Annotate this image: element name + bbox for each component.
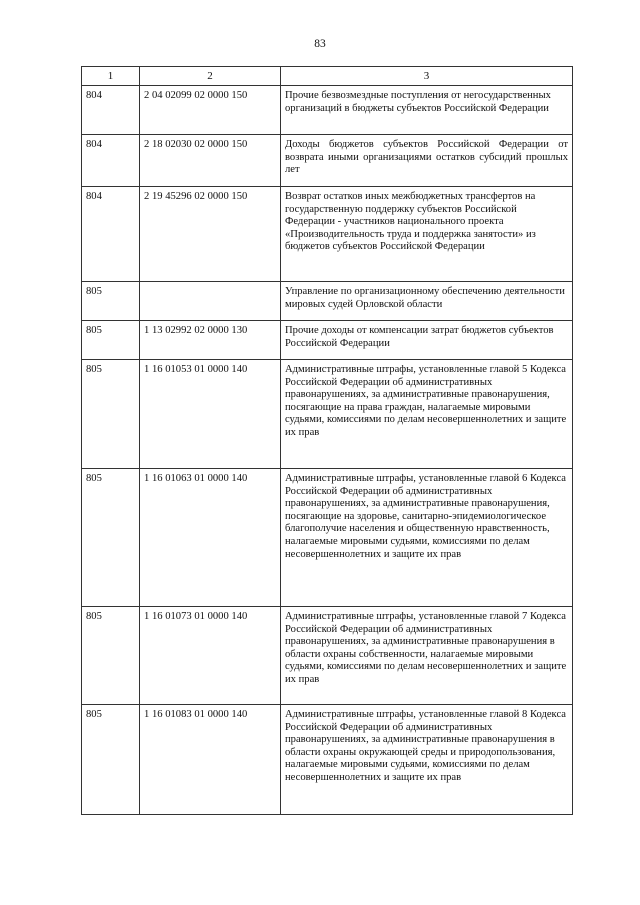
kbk-code-cell: [140, 282, 281, 321]
admin-code-cell: 805: [82, 282, 140, 321]
revenue-name-cell: Доходы бюджетов субъектов Российской Федерации от возврата иными организациями остатков субсидий прошлых лет: [281, 135, 573, 187]
revenue-name-cell: Прочие доходы от компенсации затрат бюджетов субъектов Российской Федерации: [281, 321, 573, 360]
admin-code-cell: 805: [82, 321, 140, 360]
kbk-code-cell: 1 16 01063 01 0000 140: [140, 469, 281, 607]
header-col-2: 2: [140, 67, 281, 86]
kbk-code-cell: 2 18 02030 02 0000 150: [140, 135, 281, 187]
kbk-code-cell: 1 13 02992 02 0000 130: [140, 321, 281, 360]
table-row: [82, 282, 573, 321]
table-row: [82, 469, 573, 607]
kbk-code-cell: 1 16 01083 01 0000 140: [140, 705, 281, 815]
revenue-name-cell: Возврат остатков иных межбюджетных трансфертов на государственную поддержку субъектов Российской Федерации - участников национального проекта «Производительность труда и поддержка занятости» из бюджетов субъектов Российской Федерации: [281, 187, 573, 282]
revenue-name-cell: Административные штрафы, установленные главой 7 Кодекса Российской Федерации об административных правонарушениях, за административные правонарушения в области охраны собственности, налагаемые мировыми судьями, комиссиями по делам несовершеннолетних и защите их прав: [281, 607, 573, 705]
admin-code-cell: 805: [82, 469, 140, 607]
admin-code-cell: 804: [82, 86, 140, 135]
table-row: [82, 360, 573, 469]
admin-code-cell: 805: [82, 705, 140, 815]
revenue-codes-table: [81, 66, 573, 815]
revenue-name-cell: Прочие безвозмездные поступления от негосударственных организаций в бюджеты субъектов Российской Федерации: [281, 86, 573, 135]
table-header-row: [82, 67, 573, 86]
table-row: [82, 705, 573, 815]
revenue-name-cell: Управление по организационному обеспечению деятельности мировых судей Орловской области: [281, 282, 573, 321]
kbk-code-cell: 2 04 02099 02 0000 150: [140, 86, 281, 135]
kbk-code-cell: 1 16 01053 01 0000 140: [140, 360, 281, 469]
page-number: 83: [314, 38, 326, 50]
header-col-3: 3: [281, 67, 573, 86]
table-row: [82, 135, 573, 187]
table-row: [82, 187, 573, 282]
admin-code-cell: 804: [82, 135, 140, 187]
table-row: [82, 607, 573, 705]
table-row: [82, 321, 573, 360]
revenue-name-cell: Административные штрафы, установленные главой 6 Кодекса Российской Федерации об административных правонарушениях, за административные правонарушения, посягающие на здоровье, санитарно-эпидемиологическое благополучие населения и общественную нравственность, налагаемые мировыми судьями, комиссиями по делам несовершеннолетних и защите их прав: [281, 469, 573, 607]
admin-code-cell: 805: [82, 607, 140, 705]
table-row: [82, 86, 573, 135]
revenue-name-cell: Административные штрафы, установленные главой 5 Кодекса Российской Федерации об административных правонарушениях, за административные правонарушения, посягающие на права граждан, налагаемые мировыми судьями, комиссиями по делам несовершеннолетних и защите их прав: [281, 360, 573, 469]
revenue-name-cell: Административные штрафы, установленные главой 8 Кодекса Российской Федерации об административных правонарушениях, за административные правонарушения в области охраны окружающей среды и природопользования, налагаемые мировыми судьями, комиссиями по делам несовершеннолетних и защите их прав: [281, 705, 573, 815]
admin-code-cell: 805: [82, 360, 140, 469]
kbk-code-cell: 2 19 45296 02 0000 150: [140, 187, 281, 282]
admin-code-cell: 804: [82, 187, 140, 282]
header-col-1: 1: [82, 67, 140, 86]
kbk-code-cell: 1 16 01073 01 0000 140: [140, 607, 281, 705]
